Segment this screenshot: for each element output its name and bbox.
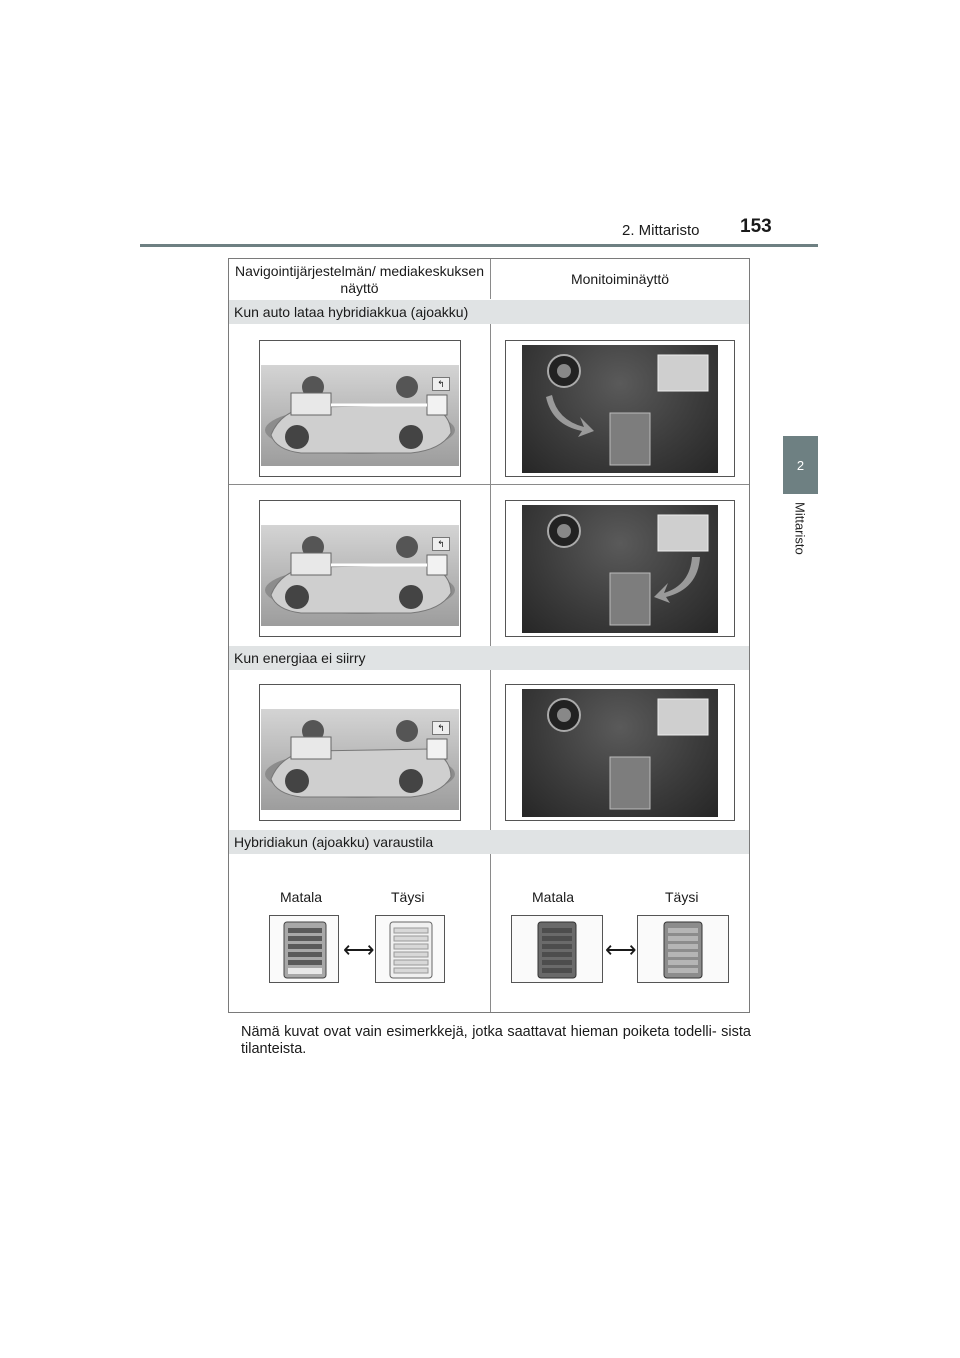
- section-charge-state: Hybridiakun (ajoakku) varaustila: [229, 830, 749, 854]
- wheel-icon: [285, 425, 309, 449]
- arrow-icon: [654, 557, 700, 603]
- wheel-icon: [399, 585, 423, 609]
- battery-icon: [427, 739, 447, 759]
- battery-icon: [427, 395, 447, 415]
- engine-icon: [291, 737, 331, 759]
- col1-header: Navigointijärjestelmän/ mediakeskuksen näyttö: [234, 262, 484, 296]
- nav-battery-full-image: [375, 915, 445, 983]
- wheel-icon: [399, 769, 423, 793]
- battery-icon: [610, 757, 650, 809]
- mon-battery-low-image: [511, 915, 603, 983]
- wheel-icon: [285, 769, 309, 793]
- engine-icon: [658, 355, 708, 391]
- vertical-divider: [490, 259, 491, 299]
- nav-screen-image: [259, 340, 461, 477]
- vertical-divider: [490, 324, 491, 646]
- monitor-screen-image: [505, 500, 735, 637]
- battery-icon: [610, 413, 650, 465]
- side-label-text: Mittaristo: [792, 502, 808, 555]
- wheel-icon: [399, 425, 423, 449]
- monitor-screen-image: [505, 684, 735, 821]
- nav-full-label: Täysi: [391, 889, 425, 905]
- double-arrow-icon: ⟷: [343, 937, 375, 962]
- monitor-screen-image: [505, 340, 735, 477]
- engine-icon: [658, 699, 708, 735]
- wheel-icon: [396, 376, 418, 398]
- nav-battery-low-image: [269, 915, 339, 983]
- wheel-icon: [396, 720, 418, 742]
- wheel-icon: [285, 585, 309, 609]
- nav-screen-image: [259, 684, 461, 821]
- back-icon[interactable]: ↰: [432, 721, 450, 735]
- info-table: [228, 258, 750, 1013]
- nav-screen-image: [259, 500, 461, 637]
- caption-text: Nämä kuvat ovat vain esimerkkejä, jotka saattavat hieman poiketa todelli- sista tilanteista.: [241, 1024, 751, 1057]
- header-rule: [140, 244, 818, 247]
- vertical-divider: [490, 854, 491, 1012]
- battery-icon: [427, 555, 447, 575]
- arrow-icon: [546, 395, 594, 437]
- col2-header: Monitoiminäyttö: [570, 271, 670, 287]
- section-no-transfer: Kun energiaa ei siirry: [229, 646, 749, 670]
- vertical-divider: [490, 670, 491, 830]
- engine-icon: [291, 393, 331, 415]
- back-icon[interactable]: ↰: [432, 377, 450, 391]
- header-title: 2. Mittaristo: [622, 222, 700, 239]
- battery-icon: [610, 573, 650, 625]
- mon-full-label: Täysi: [665, 889, 699, 905]
- wheel-icon: [396, 536, 418, 558]
- engine-icon: [291, 553, 331, 575]
- double-arrow-icon: ⟷: [605, 937, 637, 962]
- side-label: [782, 502, 818, 582]
- mon-battery-full-image: [637, 915, 729, 983]
- nav-low-label: Matala: [280, 889, 323, 905]
- engine-icon: [658, 515, 708, 551]
- mon-low-label: Matala: [532, 889, 575, 905]
- page-number: 153: [740, 216, 772, 237]
- row-divider: [229, 484, 749, 485]
- side-tab: [783, 436, 818, 494]
- side-tab-number: 2: [796, 457, 805, 473]
- back-icon[interactable]: ↰: [432, 537, 450, 551]
- section-charging: Kun auto lataa hybridiakkua (ajoakku): [229, 300, 749, 324]
